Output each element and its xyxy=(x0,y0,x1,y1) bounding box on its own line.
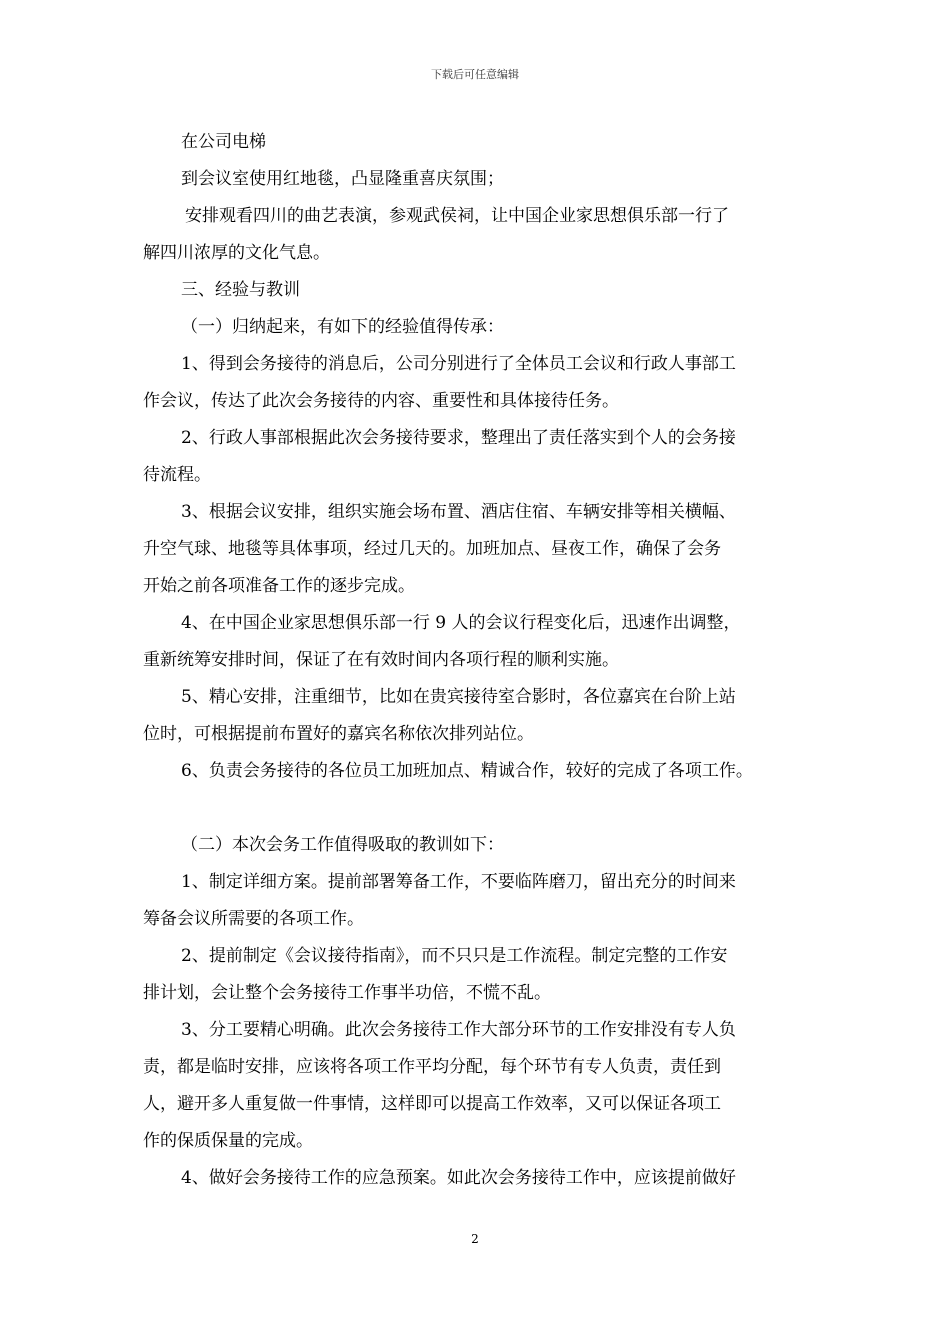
text-line: 三、经验与教训 xyxy=(181,280,300,300)
text-line: 人，避开多人重复做一件事情，这样即可以提高工作效率，又可以保证各项工 xyxy=(143,1094,721,1114)
text-line: （一）归纳起来，有如下的经验值得传承： xyxy=(181,317,504,337)
text-line: 重新统筹安排时间，保证了在有效时间内各项行程的顺利实施。 xyxy=(143,650,619,670)
text-line: 解四川浓厚的文化气息。 xyxy=(143,243,330,263)
text-line: 4、做好会务接待工作的应急预案。如此次会务接待工作中，应该提前做好 xyxy=(181,1168,736,1188)
paragraph-block-lessons xyxy=(143,827,808,1197)
page-header: 下载后可任意编辑 xyxy=(431,68,519,81)
text-line: 6、负责会务接待的各位员工加班加点、精诚合作，较好的完成了各项工作。 xyxy=(181,761,753,781)
text-line: 排计划，会让整个会务接待工作事半功倍，不慌不乱。 xyxy=(143,983,551,1003)
text-line: （二）本次会务工作值得吸取的教训如下： xyxy=(181,835,504,855)
text-line: 作会议，传达了此次会务接待的内容、重要性和具体接待任务。 xyxy=(143,391,619,411)
text-line: 待流程。 xyxy=(143,465,211,485)
text-line: 3、分工要精心明确。此次会务接待工作大部分环节的工作安排没有专人负 xyxy=(181,1020,736,1040)
text-line: 到会议室使用红地毯，凸显隆重喜庆氛围； xyxy=(181,169,504,189)
text-line: 1、制定详细方案。提前部署筹备工作，不要临阵磨刀，留出充分的时间来 xyxy=(181,872,736,892)
text-line: 升空气球、地毯等具体事项，经过几天的。加班加点、昼夜工作，确保了会务 xyxy=(143,539,721,559)
text-line: 筹备会议所需要的各项工作。 xyxy=(143,909,364,929)
text-line: 作的保质保量的完成。 xyxy=(143,1131,313,1151)
text-line: 2、提前制定《会议接待指南》，而不只只是工作流程。制定完整的工作安 xyxy=(181,946,728,966)
text-line: 5、精心安排，注重细节，比如在贵宾接待室合影时，各位嘉宾在台阶上站 xyxy=(181,687,736,707)
text-line: 在公司电梯 xyxy=(181,132,266,152)
paragraph-gap xyxy=(143,790,808,827)
text-line: 1、得到会务接待的消息后，公司分别进行了全体员工会议和行政人事部工 xyxy=(181,354,736,374)
text-line: 4、在中国企业家思想俱乐部一行 9 人的会议行程变化后，迅速作出调整， xyxy=(181,613,741,633)
text-line: 2、行政人事部根据此次会务接待要求，整理出了责任落实到个人的会务接 xyxy=(181,428,736,448)
text-line: 责，都是临时安排，应该将各项工作平均分配，每个环节有专人负责，责任到 xyxy=(143,1057,721,1077)
text-line: 位时，可根据提前布置好的嘉宾名称依次排列站位。 xyxy=(143,724,534,744)
page-number: 2 xyxy=(471,1232,479,1246)
text-line: 3、根据会议安排，组织实施会场布置、酒店住宿、车辆安排等相关横幅、 xyxy=(181,502,736,522)
text-line: 开始之前各项准备工作的逐步完成。 xyxy=(143,576,415,596)
text-line: 安排观看四川的曲艺表演，参观武侯祠，让中国企业家思想俱乐部一行了 xyxy=(185,206,729,226)
paragraph-block-experience xyxy=(143,124,808,790)
document-body xyxy=(143,124,808,1197)
